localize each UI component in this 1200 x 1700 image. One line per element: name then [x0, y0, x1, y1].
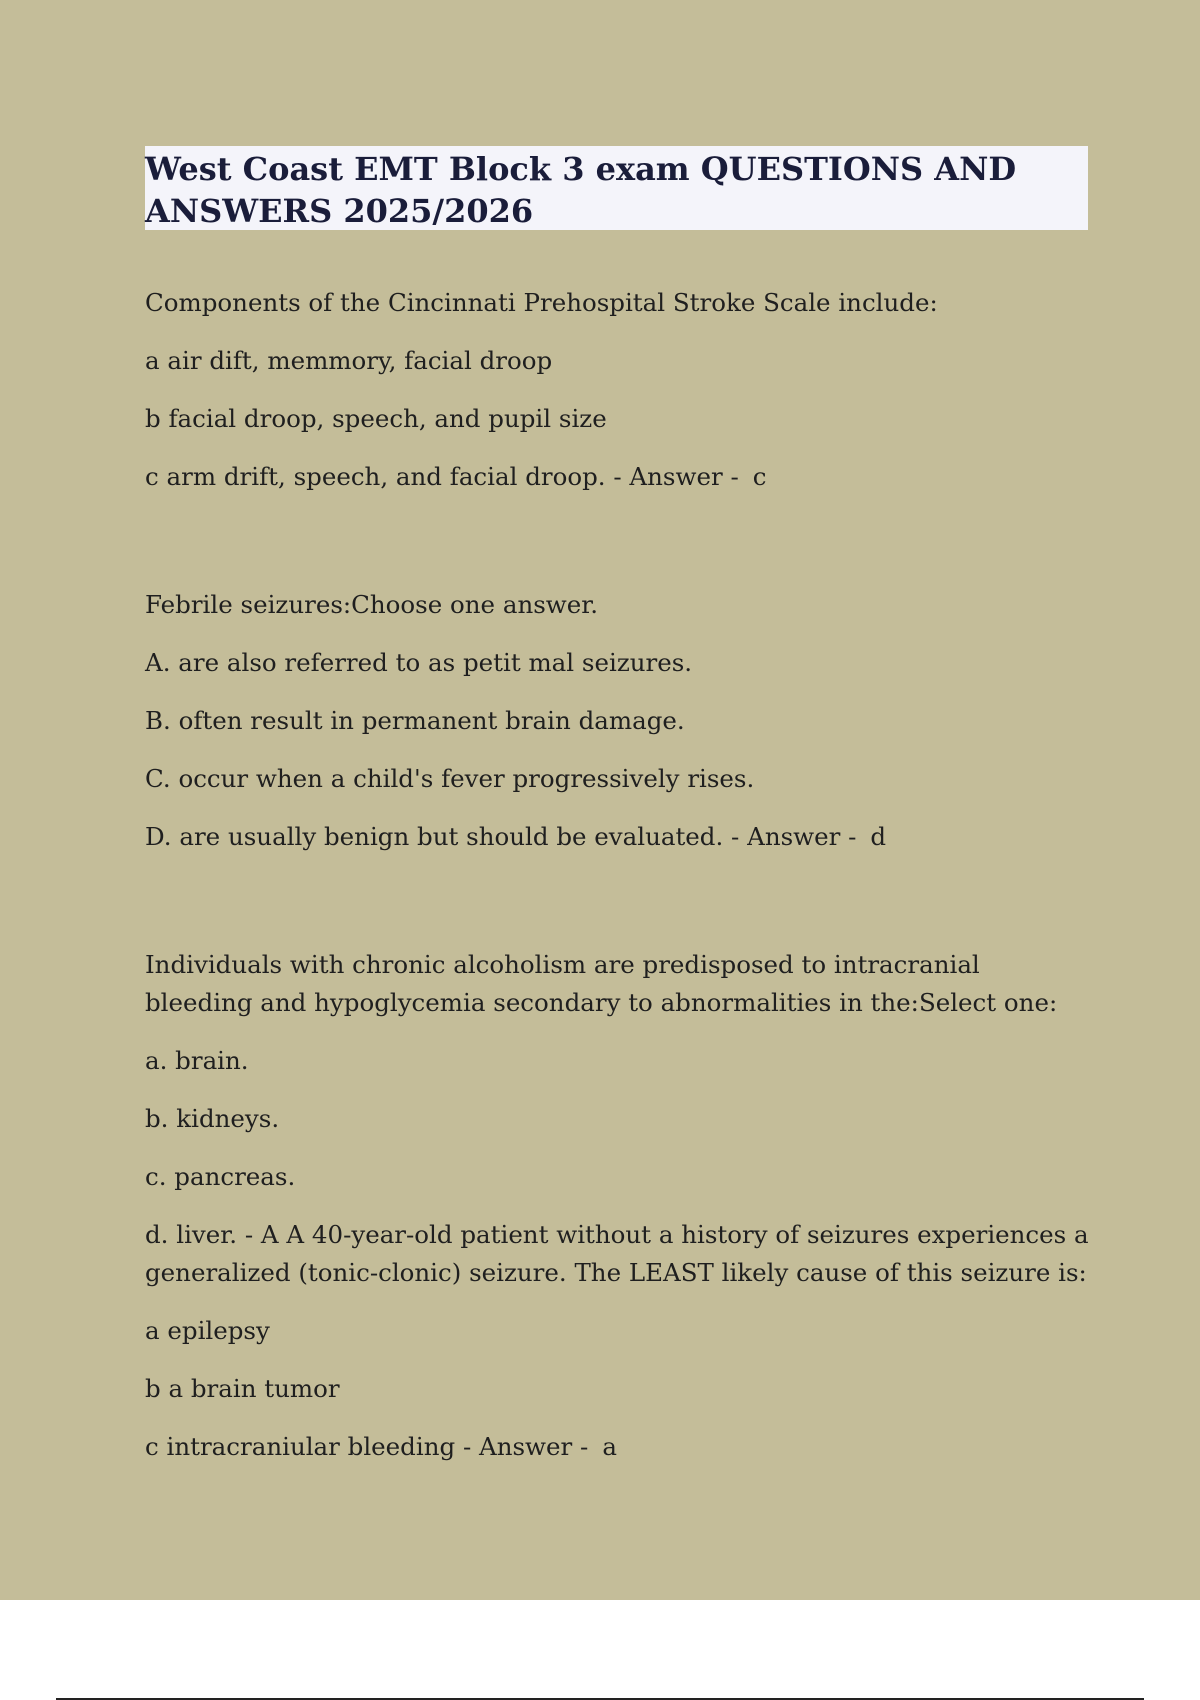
question-prompt: Components of the Cincinnati Prehospital Stroke Scale include:	[145, 288, 938, 317]
question-block	[145, 586, 1090, 856]
answer-key: c	[752, 462, 767, 491]
question-block	[145, 946, 1090, 1466]
answer-option	[145, 1428, 1090, 1466]
answer-option: a epilepsy	[145, 1316, 270, 1345]
question-prompt: Individuals with chronic alcoholism are predisposed to intracranial bleeding and hypoglycemia secondary to abnormalities in the:Select one:	[145, 950, 1058, 1017]
spacer	[145, 516, 1090, 586]
answer-option-text: c arm drift, speech, and facial droop. - Answer -	[145, 462, 739, 491]
spacer	[145, 876, 1090, 946]
answer-option: A. are also referred to as petit mal seizures.	[145, 648, 693, 677]
answer-key: d	[870, 822, 887, 851]
answer-option-text: D. are usually benign but should be evaluated. - Answer -	[145, 822, 857, 851]
answer-option: b a brain tumor	[145, 1374, 340, 1403]
answer-option	[145, 458, 1090, 496]
answer-option-text: c intracraniular bleeding - Answer -	[145, 1432, 589, 1461]
question-block	[145, 284, 1090, 496]
answer-key: a	[602, 1432, 617, 1461]
question-prompt: Febrile seizures:Choose one answer.	[145, 590, 599, 619]
answer-option: B. often result in permanent brain damage.	[145, 706, 685, 735]
answer-option: c. pancreas.	[145, 1162, 296, 1191]
document-body	[145, 284, 1090, 1486]
answer-option: C. occur when a child's fever progressively rises.	[145, 764, 755, 793]
answer-option: b facial droop, speech, and pupil size	[145, 404, 607, 433]
answer-option: a air dift, memmory, facial droop	[145, 346, 553, 375]
title-box	[145, 146, 1088, 230]
answer-option: d. liver. - A A 40-year-old patient without a history of seizures experiences a generalized (tonic-clonic) seizure. The LEAST likely cause of this seizure is:	[145, 1220, 1089, 1287]
document-title: West Coast EMT Block 3 exam QUESTIONS AND ANSWERS 2025/2026	[145, 150, 1017, 230]
answer-option: b. kidneys.	[145, 1104, 280, 1133]
answer-option	[145, 818, 1090, 856]
answer-option: a. brain.	[145, 1046, 249, 1075]
